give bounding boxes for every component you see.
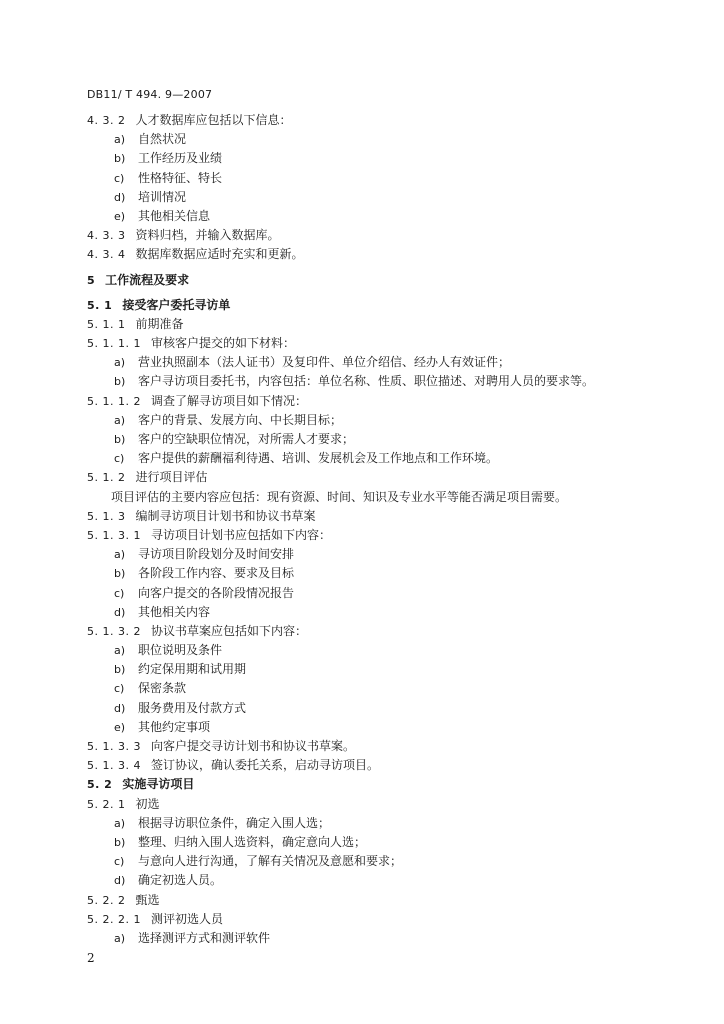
clause: 5. 1. 3. 1 寻访项目计划书应包括如下内容： [87,527,331,542]
list-item: d) 培训情况 [114,189,187,204]
list-item: e) 其他约定事项 [114,719,211,734]
list-item: c) 性格特征、特长 [114,170,223,185]
page-number: 2 [87,951,95,965]
document-header: DB11/ T 494. 9—2007 [87,88,213,101]
clause: 5. 1. 1 前期准备 [87,316,184,331]
section-heading: 5 工作流程及要求 [87,272,190,287]
clause: 4. 3. 2 人才数据库应包括以下信息： [87,113,292,127]
clause: 5. 1. 1. 2 调查了解寻访项目如下情况： [87,393,307,408]
clause: 4. 3. 3 资料归档，并输入数据库。 [87,228,280,243]
document-body [87,111,687,948]
list-item: a) 寻访项目阶段划分及时间安排 [114,547,295,562]
clause: 5. 1. 3. 3 向客户提交寻访计划书和协议书草案。 [87,739,355,753]
list-item: b) 客户的空缺职位情况，对所需人才要求； [114,432,355,446]
list-item: a) 营业执照副本（法人证书）及复印件、单位介绍信、经办人有效证件； [114,355,511,370]
clause: 5. 2. 1 初选 [87,796,160,811]
list-item: c) 客户提供的薪酬福利待遇、培训、发展机会及工作地点和工作环境。 [114,451,499,466]
list-item: d) 确定初选人员。 [114,873,223,888]
clause: 4. 3. 4 数据库数据应适时充实和更新。 [87,247,304,262]
list-item: b) 各阶段工作内容、要求及目标 [114,566,295,581]
clause: 5. 1. 3. 2 协议书草案应包括如下内容： [87,623,307,638]
list-item: b) 工作经历及业绩 [114,151,223,166]
clause: 5. 1. 3 编制寻访项目计划书和协议书草案 [87,508,316,523]
list-item: a) 职位说明及条件 [114,643,223,658]
clause: 5. 2. 2 甄选 [87,892,160,907]
clause: 5. 1. 1. 1 审核客户提交的如下材料： [87,336,295,351]
clause: 5. 1. 3. 4 签订协议，确认委托关系，启动寻访项目。 [87,758,379,773]
subsection-heading: 5. 2 实施寻访项目 [87,777,195,792]
paragraph: 项目评估的主要内容应包括：现有资源、时间、知识及专业水平等能否满足项目需要。 [111,489,568,504]
list-item: c) 保密条款 [114,681,187,696]
list-item: d) 服务费用及付款方式 [114,700,247,715]
list-item: a) 自然状况 [114,132,187,147]
clause: 5. 1. 2 进行项目评估 [87,470,208,485]
list-item: a) 选择测评方式和测评软件 [114,930,271,945]
list-item: c) 向客户提交的各阶段情况报告 [114,585,295,600]
list-item: b) 约定保用期和试用期 [114,662,247,677]
list-item: a) 根据寻访职位条件，确定入围人选； [114,815,331,830]
list-item: a) 客户的背景、发展方向、中长期目标； [114,412,343,427]
list-item: e) 其他相关信息 [114,208,211,223]
list-item: b) 客户寻访项目委托书，内容包括：单位名称、性质、职位描述、对聘用人员的要求等。 [114,374,595,389]
list-item: b) 整理、归纳入围人选资料，确定意向人选； [114,834,367,849]
list-item: d) 其他相关内容 [114,604,211,619]
subsection-heading: 5. 1 接受客户委托寻访单 [87,297,231,312]
clause: 5. 2. 2. 1 测评初选人员 [87,911,223,926]
list-item: c) 与意向人进行沟通，了解有关情况及意愿和要求； [114,854,403,869]
